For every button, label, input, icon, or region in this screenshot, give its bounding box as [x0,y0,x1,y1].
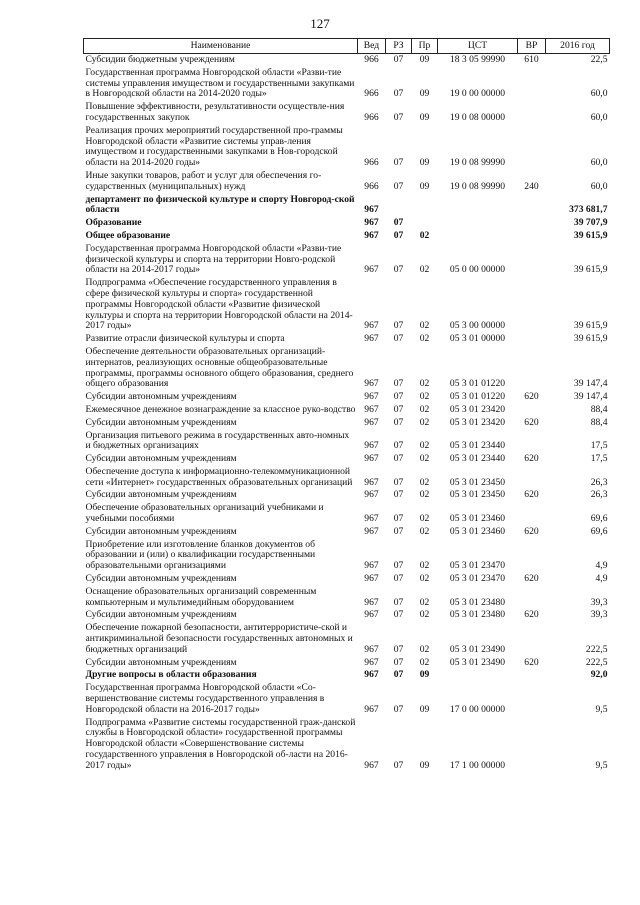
cell-name: Приобретение или изготовление бланков документов об образовании и (или) о квалификации государственными образовательными организациями [85,538,316,572]
cell-vr: 620 [524,391,539,403]
cell-name: Повышение эффективности, результативности осуществле-ния государственных закупок [85,101,345,123]
cell-pr: 02 [419,560,430,572]
table-row [84,125,610,170]
cell-name: Развитие отрасли физической культуры и спорта [85,333,285,345]
cell-vr [518,539,546,573]
cell-ved: 966 [364,180,379,192]
cell-pr: 02 [419,656,430,668]
cell-amount: 26,3 [590,476,608,488]
cell-rz: 07 [393,513,404,525]
header-vr: ВР [518,39,546,54]
cell-name: Государственная программа Новгородской области «Разви-тие физической культуры и спорта на территории Новго-родской области на 2014-2017 годы» [85,242,342,276]
cell-name: Обеспечение доступа к информационно-телекоммуникационной сети «Интернет» государственных образовательных организаций [85,465,353,488]
cell-pr: 02 [419,391,430,403]
cell-rz: 07 [393,453,404,465]
cell-name: Другие вопросы в области образования [85,669,257,681]
cell-vr [518,346,546,391]
cell-cst: 05 3 01 23490 [449,643,506,655]
cell-rz: 07 [393,229,404,241]
cell-cst: 05 3 01 23460 [449,525,506,537]
table-row [84,466,610,490]
cell-vr [518,466,546,490]
table-row [84,101,610,125]
cell-ved: 967 [364,759,379,771]
cell-amount: 69,6 [590,513,608,525]
cell-name: Ежемесячное денежное вознаграждение за классное руко-водство [85,403,356,415]
cell-name: Субсидии автономным учреждениям [85,416,237,428]
cell-ved: 967 [364,596,379,608]
cell-rz: 07 [393,609,404,621]
header-pr: Пр [412,39,438,54]
table-row [84,586,610,610]
cell-amount: 4,9 [595,573,608,585]
table-row [84,277,610,333]
cell-cst: 05 3 01 23420 [449,403,506,415]
table-row [84,67,610,101]
cell-ved: 967 [364,333,379,345]
cell-amount: 60,0 [590,157,608,169]
cell-amount: 222,5 [585,656,608,668]
header-name: Наименование [84,39,358,54]
cell-ved: 967 [364,320,379,332]
cell-ved: 967 [364,573,379,585]
header-ved: Вед [358,39,386,54]
cell-rz [386,194,412,218]
cell-cst: 05 3 01 00000 [449,333,506,345]
cell-rz: 07 [393,264,404,276]
cell-cst: 05 3 01 23450 [449,489,506,501]
cell-pr: 09 [419,669,430,681]
cell-cst: 05 3 01 23420 [449,416,506,428]
cell-ved: 967 [364,264,379,276]
cell-amount: 222,5 [585,643,608,655]
cell-cst: 05 3 00 00000 [449,320,506,332]
cell-ved: 967 [364,525,379,537]
cell-vr [518,230,546,243]
cell-rz: 07 [393,88,404,100]
cell-name: Подпрограмма «Развитие системы государственной граж-данской службы в Новгородской области» государственной программы Новгородской области «Совершенствование системы государственного управления в Новгородской об-ласти на 2016-2017 годы» [85,716,356,771]
table-body [84,54,610,773]
cell-cst [438,669,518,682]
header-year: 2016 год [546,39,610,54]
cell-rz: 07 [393,54,404,65]
table-row [84,333,610,346]
cell-cst [438,194,518,218]
cell-amount: 60,0 [590,88,608,100]
cell-cst: 05 3 01 01220 [449,391,506,403]
cell-pr: 02 [419,440,430,452]
cell-name: Обеспечение пожарной безопасности, антитеррористиче-ской и антикриминальной безопасности государственных автономных и бюджетных организаций [85,622,353,655]
cell-pr: 02 [419,489,430,501]
cell-cst: 05 3 01 23460 [449,513,506,525]
table-row [84,194,610,218]
cell-vr: 620 [524,453,539,465]
cell-vr [518,502,546,526]
cell-vr [518,717,546,773]
cell-amount: 60,0 [590,180,608,192]
cell-vr [518,217,546,230]
table-row [84,609,610,622]
cell-vr: 620 [524,656,539,668]
cell-vr [518,194,546,218]
cell-ved: 966 [364,111,379,123]
cell-name: Оснащение образовательных организаций современным компьютерным и мультимедийным оборудованием [85,585,317,608]
cell-amount: 373 681,7 [569,204,608,216]
cell-vr: 610 [524,54,539,65]
cell-amount: 88,4 [590,416,608,428]
cell-name: Субсидии автономным учреждениям [85,525,237,537]
cell-name: Субсидии автономным учреждениям [85,391,237,403]
cell-amount: 17,5 [590,440,608,452]
cell-ved: 967 [364,643,379,655]
table-row [84,430,610,454]
cell-pr: 09 [419,703,430,715]
cell-name: Субсидии автономным учреждениям [85,656,237,668]
cell-cst: 17 1 00 00000 [449,759,506,771]
cell-cst: 05 3 01 23470 [449,560,506,572]
cell-pr: 02 [419,476,430,488]
cell-ved: 967 [364,217,379,229]
cell-name: Реализация прочих мероприятий государственной про-граммы Новгородской области «Развитие системы управ-ления имуществом и государственными закупками в Нов-городской области на 2014-2020 годы» [85,124,343,169]
cell-rz: 07 [393,403,404,415]
cell-amount: 60,0 [590,111,608,123]
cell-vr [518,277,546,333]
cell-pr: 02 [419,264,430,276]
page-number: 127 [310,16,330,31]
cell-amount: 92,0 [590,669,608,681]
cell-pr: 02 [419,596,430,608]
budget-table [83,38,610,773]
table-row [84,417,610,430]
cell-amount: 39 615,9 [573,229,608,241]
cell-amount: 39,3 [590,609,608,621]
cell-name: Образование [85,217,142,229]
cell-pr: 09 [419,88,430,100]
cell-vr [518,682,546,716]
table-row [84,682,610,716]
cell-rz: 07 [393,320,404,332]
cell-vr [518,404,546,417]
cell-name: Обеспечение деятельности образовательных организаций-интернатов, реализующих основные общеобразовательные программы, программы основного общего образования, среднего общего образования [85,345,354,390]
cell-rz: 07 [393,643,404,655]
cell-cst: 18 3 05 99990 [449,54,506,65]
cell-vr [518,333,546,346]
cell-ved: 967 [364,669,379,681]
cell-name: Общее образование [85,229,171,241]
cell-rz: 07 [393,596,404,608]
cell-cst: 17 0 00 00000 [449,703,506,715]
cell-amount: 39,3 [590,596,608,608]
table-row [84,243,610,277]
cell-cst: 05 3 01 01220 [449,378,506,390]
cell-vr [518,586,546,610]
cell-rz: 07 [393,656,404,668]
table-row [84,391,610,404]
cell-name: Организация питьевого режима в государственных авто-номных и бюджетных организациях [85,429,350,452]
cell-rz: 07 [393,416,404,428]
table-row [84,170,610,194]
cell-pr: 09 [419,157,430,169]
cell-vr [518,243,546,277]
cell-pr: 02 [419,525,430,537]
cell-name: департамент по физической культуре и спорту Новгород-ской области [85,193,355,216]
cell-pr: 02 [419,453,430,465]
cell-amount: 39 615,9 [573,320,608,332]
cell-amount: 88,4 [590,403,608,415]
table-row [84,230,610,243]
cell-rz: 07 [393,560,404,572]
cell-name: Субсидии бюджетным учреждениям [85,54,235,65]
cell-pr: 02 [419,333,430,345]
cell-rz: 07 [393,333,404,345]
cell-rz: 07 [393,489,404,501]
cell-rz: 07 [393,669,404,681]
cell-amount: 39 707,9 [573,217,608,229]
cell-rz: 07 [393,573,404,585]
cell-cst: 19 0 08 99990 [449,157,506,169]
cell-pr: 02 [419,416,430,428]
cell-cst [438,217,518,230]
cell-cst: 19 0 00 00000 [449,88,506,100]
cell-pr: 02 [419,378,430,390]
cell-rz: 07 [393,217,404,229]
table-row [84,526,610,539]
cell-name: Государственная программа Новгородской области «Со-вершенствование системы государственного управления в Новгородской области на 2016-2017 годы» [85,682,325,715]
cell-cst: 19 0 08 00000 [449,111,506,123]
cell-name: Иные закупки товаров, работ и услуг для обеспечения го-сударственных (муниципальных) нужд [85,169,322,192]
cell-pr: 02 [419,643,430,655]
table-header [84,39,610,54]
cell-rz: 07 [393,525,404,537]
cell-ved: 967 [364,703,379,715]
cell-ved: 967 [364,378,379,390]
cell-ved: 967 [364,656,379,668]
cell-cst: 05 3 01 23440 [449,440,506,452]
cell-ved: 966 [364,88,379,100]
table-row [84,502,610,526]
cell-ved: 967 [364,453,379,465]
table-row [84,622,610,656]
cell-amount: 22,5 [590,54,608,65]
table-row [84,539,610,573]
cell-pr: 09 [419,180,430,192]
cell-amount: 26,3 [590,489,608,501]
cell-vr [518,101,546,125]
cell-cst: 05 3 01 23470 [449,573,506,585]
cell-name: Субсидии автономным учреждениям [85,489,237,501]
cell-name: Подпрограмма «Обеспечение государственного управления в сфере физической культуры и спорта» государственной программы Новгородской области «Развитие физической культуры и спорта на территории Новгородской области на 2014-2017 годы» [85,277,353,332]
cell-amount: 69,6 [590,525,608,537]
cell-cst: 05 3 01 23480 [449,609,506,621]
cell-rz: 07 [393,378,404,390]
cell-pr: 02 [419,229,430,241]
table-row [84,404,610,417]
cell-rz: 07 [393,157,404,169]
cell-cst: 05 0 00 00000 [449,264,506,276]
cell-ved: 967 [364,391,379,403]
cell-vr: 620 [524,416,539,428]
cell-amount: 9,5 [595,703,608,715]
cell-rz: 07 [393,759,404,771]
cell-vr [518,430,546,454]
cell-vr: 240 [524,180,539,192]
cell-cst [438,230,518,243]
header-rz: РЗ [386,39,412,54]
cell-pr: 02 [419,320,430,332]
cell-ved: 967 [364,560,379,572]
table-row [84,489,610,502]
cell-ved: 967 [364,489,379,501]
table-row [84,217,610,230]
table-row [84,346,610,391]
cell-amount: 17,5 [590,453,608,465]
cell-rz: 07 [393,180,404,192]
cell-name: Субсидии автономным учреждениям [85,609,237,621]
cell-ved: 967 [364,440,379,452]
cell-ved: 967 [364,204,379,216]
cell-cst: 05 3 01 23450 [449,476,506,488]
table-row [84,669,610,682]
cell-cst: 19 0 08 99990 [449,180,506,192]
table-row [84,453,610,466]
cell-vr: 620 [524,489,539,501]
cell-vr: 620 [524,609,539,621]
cell-name: Обеспечение образовательных организаций учебниками и учебными пособиями [85,502,324,525]
cell-vr [518,67,546,101]
cell-rz: 07 [393,703,404,715]
cell-pr: 09 [419,111,430,123]
cell-vr: 620 [524,525,539,537]
cell-vr [518,669,546,682]
cell-pr [412,194,438,218]
table-row [84,573,610,586]
table-row [84,54,610,67]
cell-pr: 02 [419,609,430,621]
cell-rz: 07 [393,476,404,488]
cell-amount: 9,5 [595,759,608,771]
cell-amount: 39 147,4 [573,391,608,403]
cell-pr: 02 [419,573,430,585]
cell-name: Государственная программа Новгородской области «Разви-тие системы управления имуществом и государственными закупками в Новгородской области на 2014-2020 годы» [85,66,355,100]
cell-cst: 05 3 01 23480 [449,596,506,608]
cell-pr: 09 [419,54,430,65]
cell-pr: 02 [419,403,430,415]
table-row [84,717,610,773]
cell-amount: 39 147,4 [573,378,608,390]
header-cst: ЦСТ [438,39,518,54]
cell-cst: 05 3 01 23490 [449,656,506,668]
cell-rz: 07 [393,111,404,123]
cell-pr: 02 [419,513,430,525]
cell-name: Субсидии автономным учреждениям [85,573,237,585]
cell-cst: 05 3 01 23440 [449,453,506,465]
cell-ved: 967 [364,229,379,241]
cell-rz: 07 [393,440,404,452]
cell-pr [412,217,438,230]
cell-ved: 967 [364,476,379,488]
cell-ved: 966 [364,54,379,65]
cell-amount: 4,9 [595,560,608,572]
cell-ved: 967 [364,513,379,525]
cell-ved: 967 [364,416,379,428]
cell-ved: 966 [364,157,379,169]
cell-ved: 967 [364,403,379,415]
cell-ved: 967 [364,609,379,621]
cell-vr [518,622,546,656]
cell-vr: 620 [524,573,539,585]
cell-vr [518,125,546,170]
table-row [84,657,610,670]
cell-amount: 39 615,9 [573,333,608,345]
cell-amount: 39 615,9 [573,264,608,276]
cell-rz: 07 [393,391,404,403]
cell-name: Субсидии автономным учреждениям [85,453,237,465]
cell-pr: 09 [419,759,430,771]
